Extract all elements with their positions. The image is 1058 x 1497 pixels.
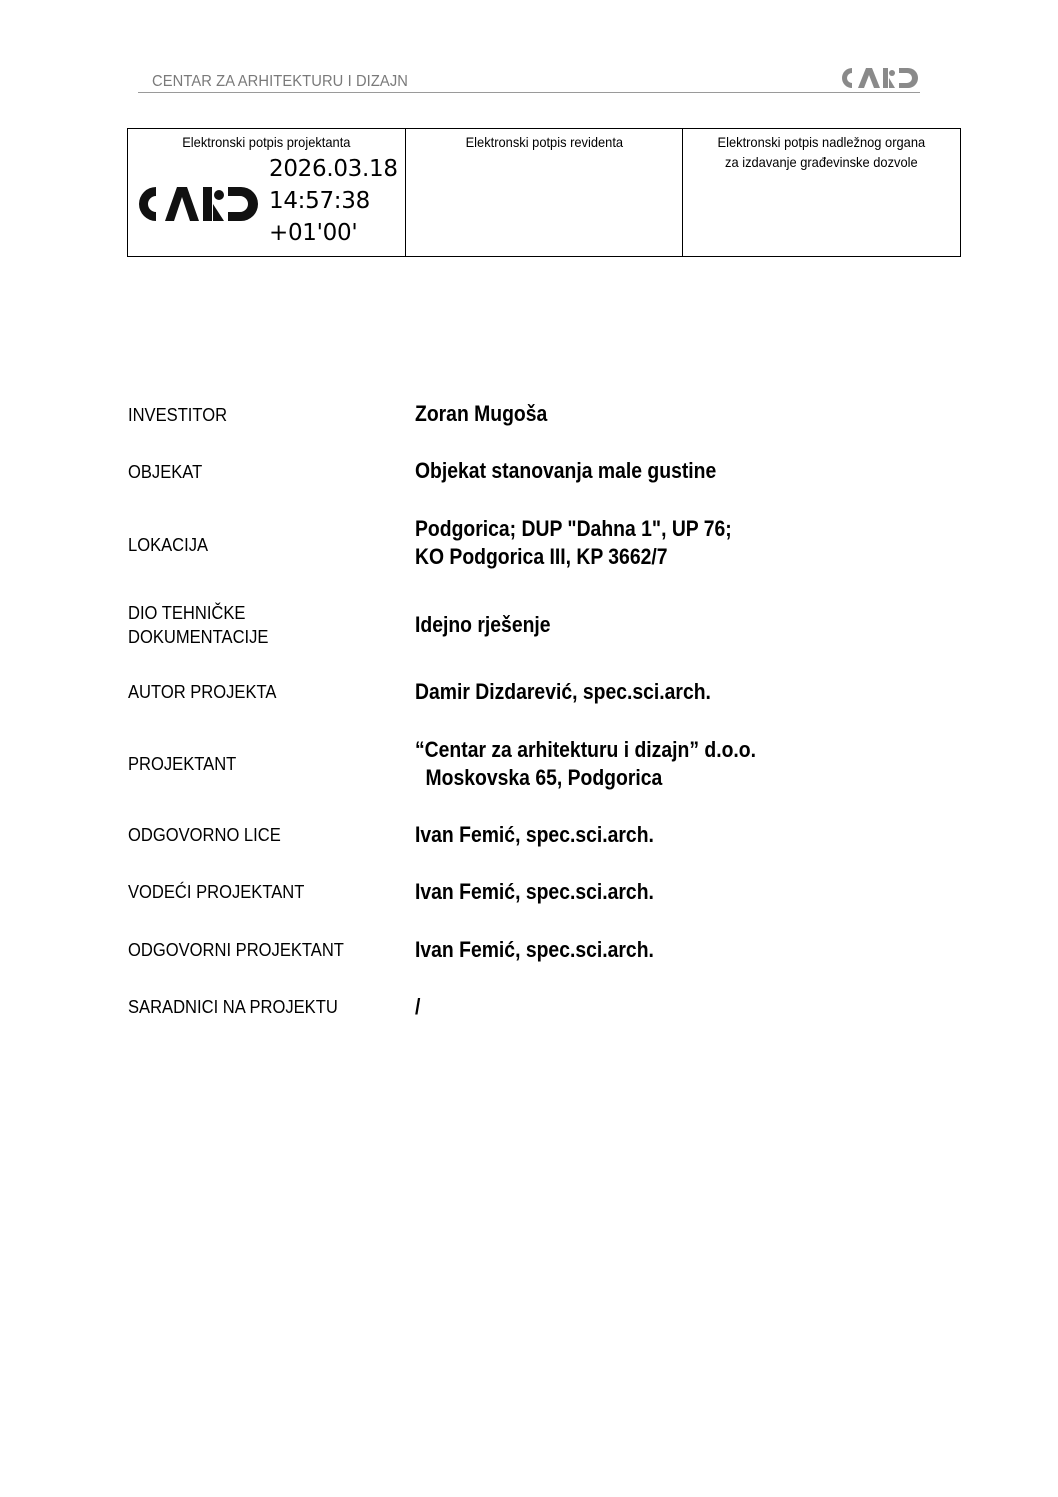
odgovorno-lice-value: Ivan Femić, spec.sci.arch. [415,822,654,847]
header-divider [138,92,920,93]
saradnici-value: / [415,994,421,1019]
saradnici-label: SARADNICI NA PROJEKTU [128,997,338,1017]
dio-label-line1: DIO TEHNIČKE [128,603,246,623]
reviewer-signature-cell [406,129,684,256]
designer-signature-caption: Elektronski potpis projektanta [182,134,351,150]
odgovorni-value: Ivan Femić, spec.sci.arch. [415,937,654,962]
card-logo-stamp [135,182,263,226]
signature-date: 2026.03.18 [269,156,398,182]
header-title: CENTAR ZA ARHITEKTURU I DIZAJN [152,73,409,90]
card-logo-header [838,64,922,92]
projektant-label: PROJEKTANT [128,754,237,774]
investitor-label: INVESTITOR [128,405,228,425]
signature-timestamp [269,153,398,249]
authority-signature-cell [683,129,960,256]
vodeci-label: VODEĆI PROJEKTANT [128,882,305,902]
digital-signature-stamp [135,153,398,249]
lokacija-label: LOKACIJA [128,535,209,555]
designer-signature-cell [128,129,406,256]
lokacija-value-line1: Podgorica; DUP "Dahna 1", UP 76; [415,516,732,541]
signature-timezone: +01'00' [269,220,358,246]
authority-signature-caption-line2: za izdavanje građevinske dozvole [725,154,918,170]
investitor-value: Zoran Mugoša [415,401,548,426]
vodeci-value: Ivan Femić, spec.sci.arch. [415,879,654,904]
odgovorno-lice-label: ODGOVORNO LICE [128,825,281,845]
authority-signature-caption-line1: Elektronski potpis nadležnog organa [717,134,926,150]
dio-label [128,601,268,649]
projektant-value-line2: Moskovska 65, Podgorica [425,765,663,790]
dio-label-line2: DOKUMENTACIJE [128,627,269,647]
dio-value: Idejno rješenje [415,612,551,637]
autor-label: AUTOR PROJEKTA [128,682,277,702]
autor-value: Damir Dizdarević, spec.sci.arch. [415,679,711,704]
lokacija-value [415,515,732,571]
objekat-label: OBJEKAT [128,462,203,482]
reviewer-signature-caption: Elektronski potpis revidenta [465,134,623,150]
objekat-value: Objekat stanovanja male gustine [415,458,717,483]
signature-time: 14:57:38 [269,188,370,214]
lokacija-value-line2: KO Podgorica III, KP 3662/7 [415,544,668,569]
projektant-value [415,736,756,792]
signature-table [127,128,961,257]
projektant-value-line1: “Centar za arhitekturu i dizajn” d.o.o. [415,737,756,762]
odgovorni-label: ODGOVORNI PROJEKTANT [128,940,344,960]
